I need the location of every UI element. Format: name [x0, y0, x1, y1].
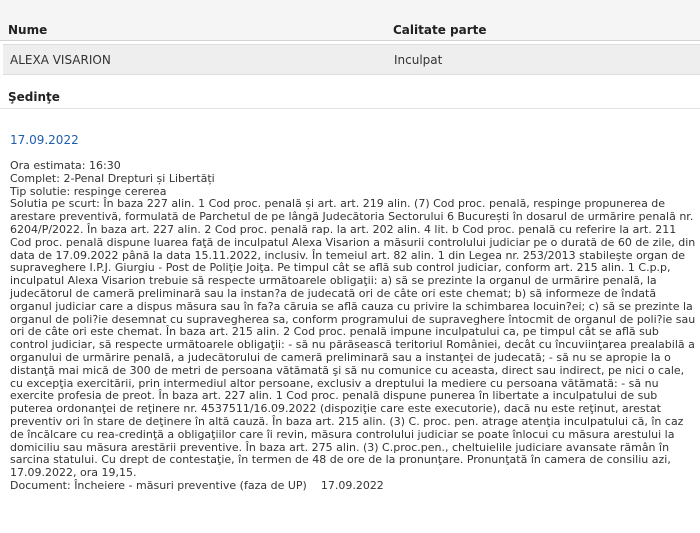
document-date: 17.09.2022: [320, 478, 384, 492]
session-document: [10, 480, 696, 493]
session-date: 17.09.2022: [10, 133, 79, 147]
party-role: Inculpat: [394, 53, 443, 67]
section-divider: [0, 108, 700, 109]
table-row: [3, 44, 700, 75]
sessions-heading: Şedinţe: [8, 90, 60, 104]
party-name: ALEXA VISARION: [10, 53, 111, 67]
session-panel: Complet: 2-Penal Drepturi și Libertăți: [10, 171, 215, 185]
parties-table: [0, 0, 700, 67]
column-header-name: Nume: [8, 23, 48, 37]
table-header: [0, 0, 700, 41]
session-details: [10, 160, 696, 493]
column-header-role: Calitate parte: [393, 23, 487, 37]
session-summary: Solutia pe scurt: În baza 227 alin. 1 Cod proc. penală și art. art. 219 alin. (7) Cod proc. penală, respinge propunerea de arestare preventivă, formulată de Parchetul de pe lângă Judecătoria Sectorului 6 București în dosarul de urmărire penală nr. 6204/P/2022. În baza art. 227 alin. 2 Cod proc. penală rap. la art. 202 alin. 4 lit. b Cod proc. penală cu referire la art. 211 Cod proc. penală dispune luarea faţă de inculpatul Alexa Visarion a măsurii controlului judiciar pe o durată de 60 de zile, din data de 17.09.2022 până la data 15.11.2022, inclusiv. În temeiul art. 82 alin. 1 din Legea nr. 253/2013 stabileşte organ de supraveghere I.P.J. Giurgiu - Post de Poliţie Joiţa. Pe timpul cât se află sub control judiciar, conform art. 215 alin. 1 C.p.p, inculpatul Alexa Visarion trebuie să respecte următoarele obligaţii: a) să se prezinte la organul de urmărire penală, la judecătorul de cameră preliminară sau la instan?a de judecată ori de câte ori este chemat; b) să informeze de îndată organul judiciar care a dispus măsura sau în fa?a căruia se află cauza cu privire la schimbarea locuin?ei; c) să se prezinte la organul de poli?ie desemnat cu supravegherea sa, conform programului de supraveghere întocmit de organul de poli?ie sau ori de câte ori este chemat. În baza art. 215 alin. 2 Cod proc. penală impune inculpatului ca, pe timpul cât se află sub control judiciar, să respecte următoarele obligaţii: - să nu părăsească teritoriul României, decât cu încuviinţarea prealabilă a organului de urmărire penală, a judecătorului de cameră preliminară sau a instanţei de judecată; - să nu se apropie la o distanţă mai mică de 300 de metri de persoana vătămată şi să nu comunice cu aceasta, direct sau indirect, pe nici o cale, cu excepţia exercitării, prin intermediul altor persoane, exclusiv a dreptului la mediere cu persoana vătămată: - să nu exercite profesia de preot. În baza art. 227 alin. 1 Cod proc. penală dispune punerea în libertate a inculpatului de sub puterea ordonanţei de reţinere nr. 4537511/16.09.2022 (dispoziţie care este executorie), dacă nu este reţinut, arestat preventiv ori în stare de deţinere în altă cauză. În baza art. 215 alin. (3) C. proc. pen. atrage atenţia inculpatului că, în caz de încălcare cu rea-credinţă a obligaţiilor care îi revin, măsura controlului judiciar se poate înlocui cu măsura arestului la domiciliu sau măsura arestării preventive. În baza art. 275 alin. (3) C.proc.pen., cheltuielile judiciare avansate rămân în sarcina statului. Cu drept de contestaţie, în termen de 48 de ore de la pronunţare. Pronunţată în camera de consiliu azi, 17.09.2022, ora 19,15.: [10, 197, 696, 480]
session-solution-type: Tip solutie: respinge cererea: [10, 184, 167, 198]
session-time: Ora estimata: 16:30: [10, 159, 121, 172]
document-label: Document: Încheiere - măsuri preventive (faza de UP): [10, 478, 307, 492]
